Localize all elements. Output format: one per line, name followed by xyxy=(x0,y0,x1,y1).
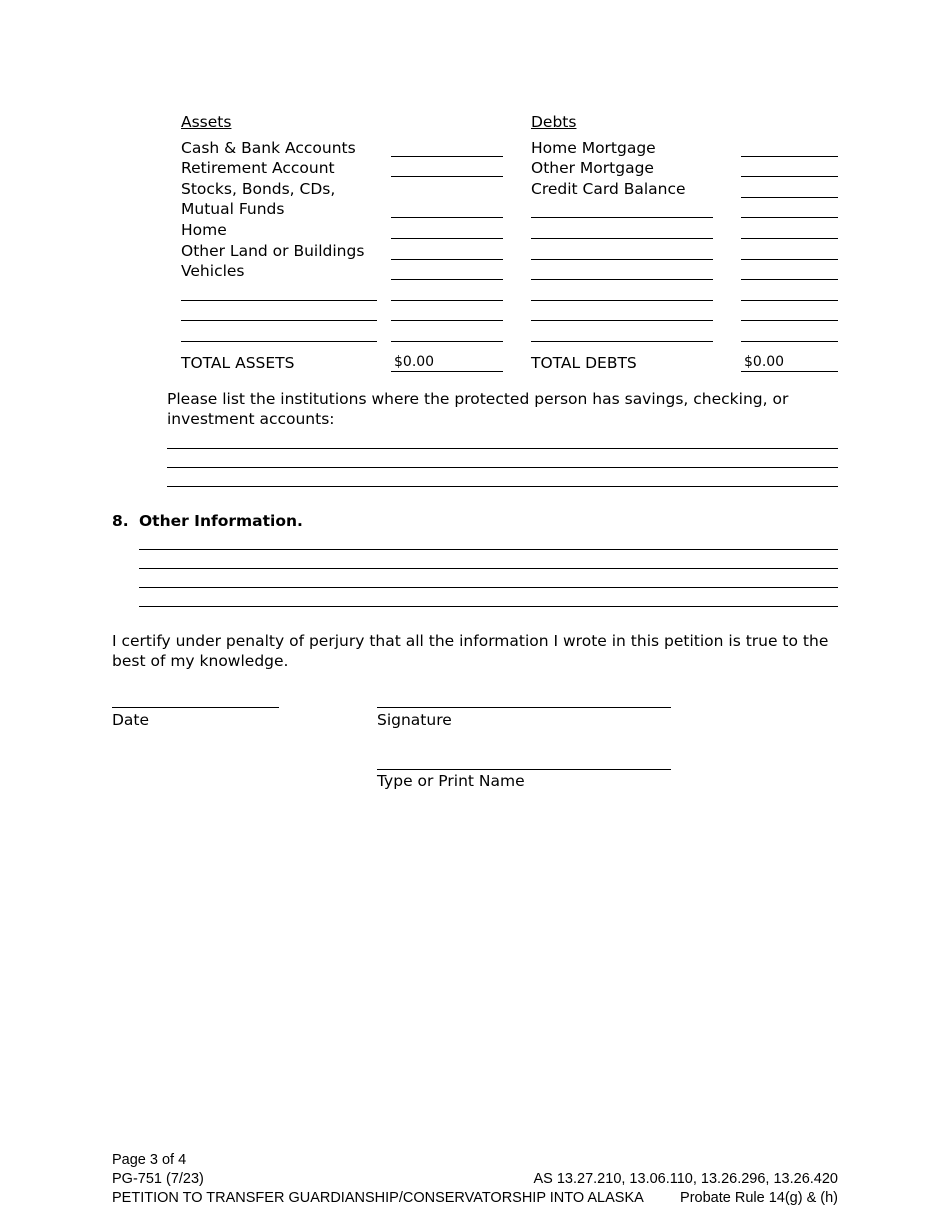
total-assets-label: TOTAL ASSETS xyxy=(181,354,295,372)
asset-label-stocks: Stocks, Bonds, CDs, xyxy=(181,180,336,198)
debt-value-extra-field[interactable] xyxy=(741,218,838,239)
debt-name-extra-field[interactable] xyxy=(531,218,713,239)
debt-value-extra-field[interactable] xyxy=(741,300,838,321)
print-name-field[interactable] xyxy=(377,749,671,770)
asset-value-vehicles-field[interactable] xyxy=(391,259,503,280)
asset-name-extra-field[interactable] xyxy=(181,321,377,342)
debt-value-other-mortgage-field[interactable] xyxy=(741,156,838,177)
other-info-line-field[interactable] xyxy=(139,529,838,550)
section-8-title: Other Information. xyxy=(139,512,303,530)
asset-label-retirement: Retirement Account xyxy=(181,159,335,177)
asset-label-vehicles: Vehicles xyxy=(181,262,245,280)
debt-value-extra-field[interactable] xyxy=(741,239,838,260)
asset-value-stocks-field[interactable] xyxy=(391,197,503,218)
institutions-line-field[interactable] xyxy=(167,466,838,487)
debt-name-extra-field[interactable] xyxy=(531,321,713,342)
debt-value-extra-field[interactable] xyxy=(741,280,838,301)
debt-value-home-mortgage-field[interactable] xyxy=(741,136,838,157)
debt-label-credit-card: Credit Card Balance xyxy=(531,180,686,198)
signature-field[interactable] xyxy=(377,687,671,708)
debt-value-extra-field[interactable] xyxy=(741,259,838,280)
asset-label-other-land: Other Land or Buildings xyxy=(181,242,365,260)
total-debts-value: $0.00 xyxy=(741,352,838,372)
asset-label-mutual-funds: Mutual Funds xyxy=(181,200,285,218)
asset-label-cash: Cash & Bank Accounts xyxy=(181,139,356,157)
asset-value-extra-field[interactable] xyxy=(391,321,503,342)
debt-name-extra-field[interactable] xyxy=(531,300,713,321)
asset-value-retirement-field[interactable] xyxy=(391,156,503,177)
institutions-prompt-line1: Please list the institutions where the protected person has savings, checking, or xyxy=(167,390,789,408)
footer-statutes: AS 13.27.210, 13.06.110, 13.26.296, 13.26.420 xyxy=(533,1171,838,1187)
section-8-number: 8. xyxy=(112,512,129,530)
certification-line2: best of my knowledge. xyxy=(112,652,289,670)
print-name-label: Type or Print Name xyxy=(377,772,525,790)
asset-value-extra-field[interactable] xyxy=(391,300,503,321)
institutions-prompt-line2: investment accounts: xyxy=(167,410,335,428)
debt-name-extra-field[interactable] xyxy=(531,239,713,260)
total-assets-value: $0.00 xyxy=(391,352,503,372)
footer-probate-rule: Probate Rule 14(g) & (h) xyxy=(680,1190,838,1206)
other-info-line-field[interactable] xyxy=(139,548,838,569)
footer-form-title: PETITION TO TRANSFER GUARDIANSHIP/CONSERVATORSHIP INTO ALASKA xyxy=(112,1190,644,1206)
debt-label-other-mortgage: Other Mortgage xyxy=(531,159,654,177)
assets-heading: Assets xyxy=(181,113,232,131)
total-debts-label: TOTAL DEBTS xyxy=(531,354,637,372)
date-field[interactable] xyxy=(112,687,279,708)
debt-name-extra-field[interactable] xyxy=(531,280,713,301)
institutions-line-field[interactable] xyxy=(167,447,838,468)
footer-form-number: PG-751 (7/23) xyxy=(112,1171,204,1187)
other-info-line-field[interactable] xyxy=(139,586,838,607)
other-info-line-field[interactable] xyxy=(139,567,838,588)
signature-label: Signature xyxy=(377,711,452,729)
asset-label-home: Home xyxy=(181,221,227,239)
asset-name-extra-field[interactable] xyxy=(181,280,377,301)
asset-name-extra-field[interactable] xyxy=(181,300,377,321)
debt-name-extra-field[interactable] xyxy=(531,259,713,280)
debt-name-extra-field[interactable] xyxy=(531,197,713,218)
institutions-line-field[interactable] xyxy=(167,428,838,449)
debt-label-home-mortgage: Home Mortgage xyxy=(531,139,656,157)
debts-heading: Debts xyxy=(531,113,577,131)
asset-value-home-field[interactable] xyxy=(391,218,503,239)
debt-value-credit-card-field[interactable] xyxy=(741,177,838,198)
debt-value-extra-field[interactable] xyxy=(741,197,838,218)
asset-value-cash-field[interactable] xyxy=(391,136,503,157)
asset-value-extra-field[interactable] xyxy=(391,280,503,301)
debt-value-extra-field[interactable] xyxy=(741,321,838,342)
asset-value-other-land-field[interactable] xyxy=(391,239,503,260)
footer-page-number: Page 3 of 4 xyxy=(112,1152,187,1168)
date-label: Date xyxy=(112,711,150,729)
certification-line1: I certify under penalty of perjury that all the information I wrote in this petition is true to the xyxy=(112,632,829,650)
